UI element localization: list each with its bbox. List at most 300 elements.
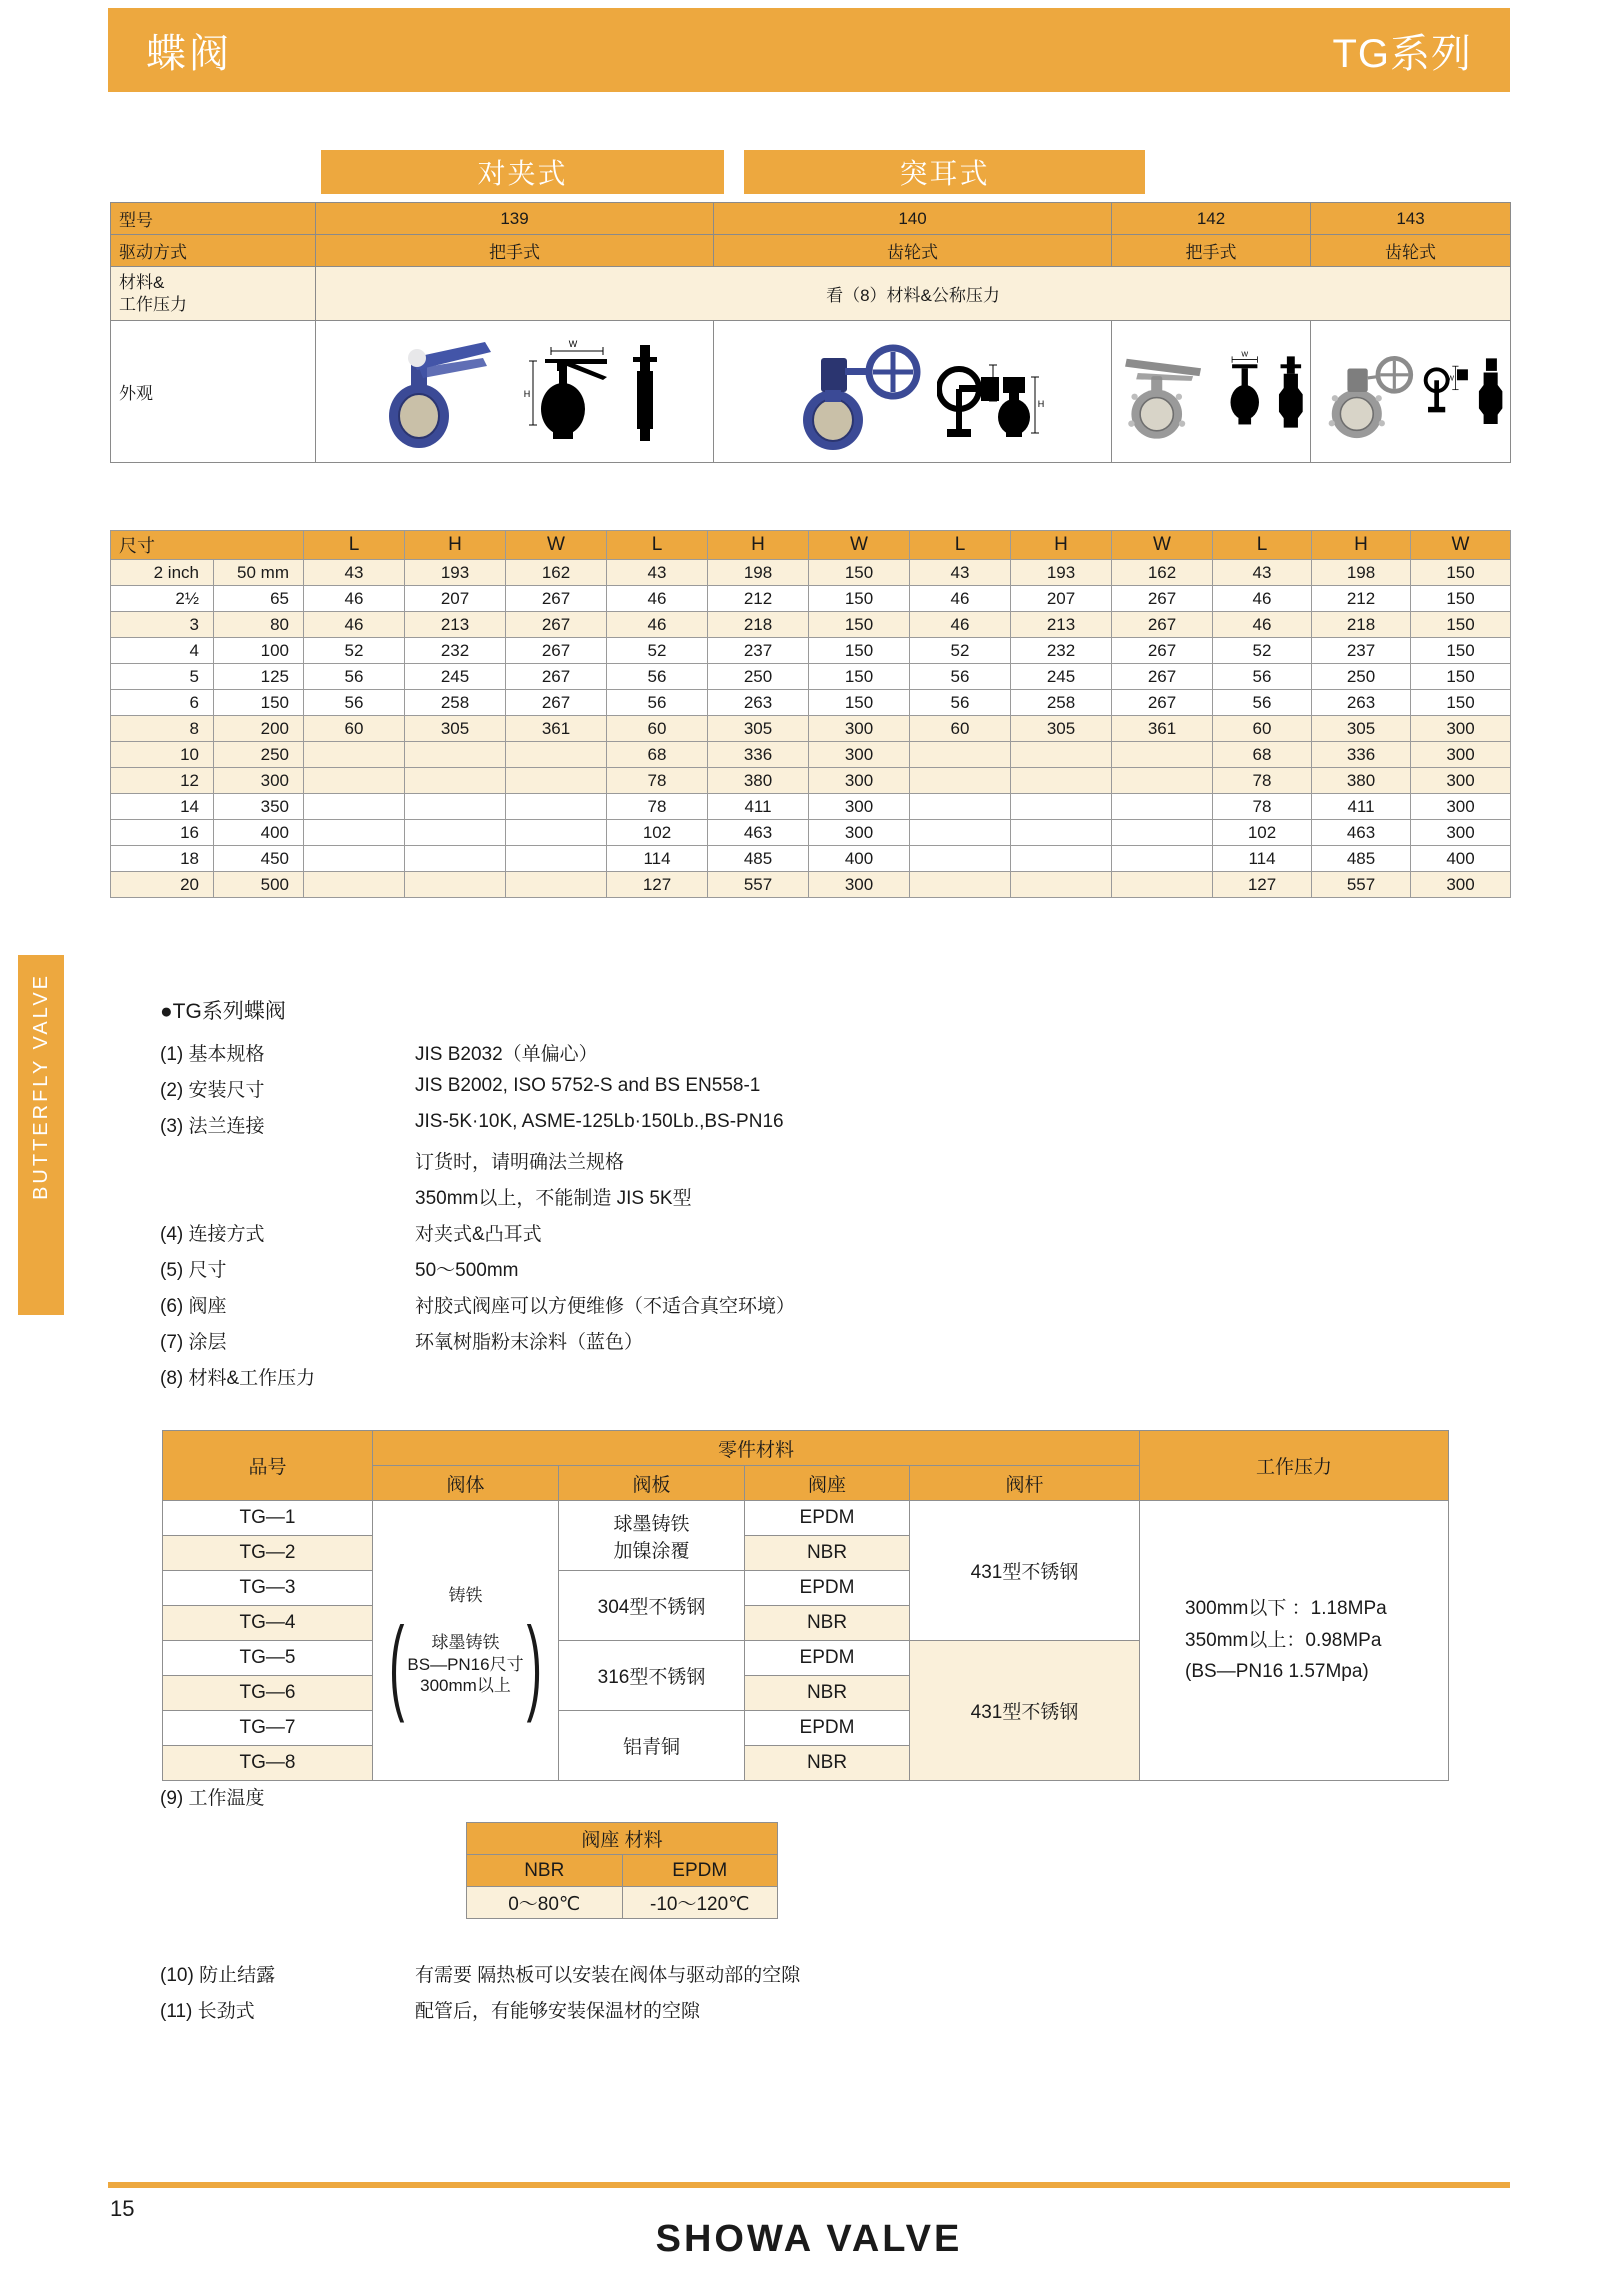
dim-value <box>506 872 607 898</box>
dim-value: 102 <box>1213 820 1312 846</box>
side-tab-label: BUTTERFLY VALVE <box>30 973 52 1200</box>
brace-right: ) <box>526 1603 542 1724</box>
dim-value: 150 <box>1411 586 1511 612</box>
mat-plate-1-l1: 球墨铸铁 <box>613 1513 690 1535</box>
dim-value: 557 <box>1312 872 1411 898</box>
dim-value: 68 <box>607 742 708 768</box>
dim-value <box>506 846 607 872</box>
temp-title: 阀座 材料 <box>467 1823 778 1855</box>
spec-list-item <box>160 1219 1360 1246</box>
note-key: (11) 长劲式 <box>160 2001 255 2022</box>
dim-value: 232 <box>1011 638 1112 664</box>
dim-size-inch: 2½ <box>111 586 214 612</box>
mat-body-material <box>373 1501 559 1781</box>
mat-body-top: 铸铁 <box>448 1586 483 1605</box>
dim-value: 305 <box>1312 716 1411 742</box>
dim-value: 43 <box>304 560 405 586</box>
cell-drive-143: 齿轮式 <box>1311 235 1511 267</box>
dim-value <box>1112 872 1213 898</box>
dim-value: 46 <box>304 612 405 638</box>
specification-table <box>110 202 1511 463</box>
mat-stem-top: 431型不锈钢 <box>910 1501 1140 1641</box>
dim-size-inch: 18 <box>111 846 214 872</box>
dim-col-140-L: L <box>607 531 708 560</box>
dim-value: 305 <box>708 716 809 742</box>
svg-text:H: H <box>523 388 530 399</box>
temperature-table-wrap <box>466 1822 778 1919</box>
svg-text:W: W <box>980 376 989 387</box>
spec-list-item <box>160 1039 1360 1066</box>
spec-list-item <box>160 1255 1360 1282</box>
dim-size-mm: 150 <box>214 690 304 716</box>
mat-seat-4: NBR <box>745 1606 910 1641</box>
mat-code-4: TG—4 <box>163 1606 373 1641</box>
dim-value: 56 <box>910 690 1011 716</box>
dim-value <box>1011 846 1112 872</box>
page-number: 15 <box>110 2196 135 2221</box>
temp-value-epdm: -10～120℃ <box>622 1887 778 1919</box>
dim-value: 300 <box>1411 768 1511 794</box>
dim-value <box>1011 820 1112 846</box>
mat-col-parts: 零件材料 <box>373 1431 1140 1466</box>
mat-sub-plate: 阀板 <box>559 1466 745 1501</box>
dim-value: 78 <box>607 794 708 820</box>
dim-value: 150 <box>809 612 910 638</box>
note-item <box>160 1960 1360 1987</box>
dim-size-mm: 300 <box>214 768 304 794</box>
dim-size-inch: 16 <box>111 820 214 846</box>
mat-code-7: TG—7 <box>163 1711 373 1746</box>
dim-value <box>910 820 1011 846</box>
dim-value: 150 <box>809 690 910 716</box>
temp-title-row <box>467 1823 778 1855</box>
dim-value <box>405 820 506 846</box>
type-banners <box>108 150 1510 194</box>
cell-model-143: 143 <box>1311 203 1511 235</box>
dim-value: 463 <box>1312 820 1411 846</box>
dim-value <box>910 768 1011 794</box>
mat-seat-1: EPDM <box>745 1501 910 1536</box>
dim-size-mm: 250 <box>214 742 304 768</box>
row-label-model: 型号 <box>111 203 316 235</box>
dim-value: 46 <box>1213 586 1312 612</box>
cell-appearance-142 <box>1112 321 1311 463</box>
dim-value: 267 <box>506 638 607 664</box>
spec-item-key: (3) 法兰连接 <box>160 1116 265 1137</box>
spec-item-value: 对夹式&凸耳式 <box>415 1224 542 1245</box>
table-row-material <box>111 267 1511 321</box>
mat-seat-6: NBR <box>745 1676 910 1711</box>
dim-value: 150 <box>1411 690 1511 716</box>
dim-value: 267 <box>506 690 607 716</box>
dim-value: 68 <box>1213 742 1312 768</box>
mat-plate-2: 304型不锈钢 <box>559 1571 745 1641</box>
dim-value: 411 <box>708 794 809 820</box>
dim-value: 78 <box>1213 794 1312 820</box>
table-row <box>111 846 1511 872</box>
dim-value: 300 <box>809 794 910 820</box>
dim-col-140-H: H <box>708 531 809 560</box>
cell-drive-142: 把手式 <box>1112 235 1311 267</box>
dim-value: 56 <box>304 664 405 690</box>
dim-value <box>910 872 1011 898</box>
spec-list-heading: ●TG系列蝶阀 <box>160 1000 286 1023</box>
dim-value: 150 <box>809 638 910 664</box>
dim-value: 162 <box>506 560 607 586</box>
dim-size-inch: 2 inch <box>111 560 214 586</box>
dim-col-142-W: W <box>1112 531 1213 560</box>
dim-header-row <box>111 531 1511 560</box>
dim-value <box>304 872 405 898</box>
spec-list-item <box>160 1111 1360 1138</box>
cell-model-139: 139 <box>316 203 714 235</box>
table-row <box>111 872 1511 898</box>
dim-value: 336 <box>1312 742 1411 768</box>
specification-list <box>160 995 1360 1399</box>
temp-value-row <box>467 1887 778 1919</box>
note-value: 配管后，有能够安装保温材的空隙 <box>415 2001 701 2022</box>
banner-wafer-type: 对夹式 <box>321 150 724 194</box>
mat-col-pressure: 工作压力 <box>1140 1431 1449 1501</box>
dim-size-inch: 5 <box>111 664 214 690</box>
table-row <box>111 560 1511 586</box>
dim-size-inch: 8 <box>111 716 214 742</box>
mat-sub-stem: 阀杆 <box>910 1466 1140 1501</box>
dim-value <box>910 846 1011 872</box>
dim-value: 212 <box>1312 586 1411 612</box>
dim-size-inch: 12 <box>111 768 214 794</box>
dim-size-inch: 14 <box>111 794 214 820</box>
dim-size-mm: 450 <box>214 846 304 872</box>
dim-value <box>405 768 506 794</box>
dim-size-mm: 80 <box>214 612 304 638</box>
mat-plate-3: 316型不锈钢 <box>559 1641 745 1711</box>
dim-value: 52 <box>1213 638 1312 664</box>
dim-value: 46 <box>910 586 1011 612</box>
dim-value: 400 <box>1411 846 1511 872</box>
dim-value: 56 <box>607 690 708 716</box>
page-title: 蝶阀 <box>146 31 232 76</box>
dim-value: 150 <box>1411 664 1511 690</box>
table-row <box>111 612 1511 638</box>
svg-text:H: H <box>1037 398 1044 409</box>
temperature-caption: (9) 工作温度 <box>160 1788 265 1809</box>
dim-size-inch: 3 <box>111 612 214 638</box>
page-header <box>108 8 1510 92</box>
dim-col-142-H: H <box>1011 531 1112 560</box>
dim-size-mm: 65 <box>214 586 304 612</box>
spec-item-key: (7) 涂层 <box>160 1332 227 1353</box>
dim-value: 400 <box>809 846 910 872</box>
note-value: 有需要 隔热板可以安装在阀体与驱动部的空隙 <box>415 1965 801 1986</box>
dim-value: 60 <box>304 716 405 742</box>
dim-value <box>1112 768 1213 794</box>
row-label-drive: 驱动方式 <box>111 235 316 267</box>
dim-col-143-L: L <box>1213 531 1312 560</box>
cell-appearance-143 <box>1311 321 1511 463</box>
material-label-line1: 材料& <box>119 273 165 293</box>
dim-value: 267 <box>1112 638 1213 664</box>
valve-photo-142-handle-lug <box>1114 325 1308 459</box>
dim-value: 150 <box>809 664 910 690</box>
dim-value: 300 <box>809 820 910 846</box>
dim-value <box>304 794 405 820</box>
dim-value: 218 <box>1312 612 1411 638</box>
dim-value <box>910 742 1011 768</box>
temp-value-nbr: 0～80℃ <box>467 1887 623 1919</box>
dim-value: 46 <box>910 612 1011 638</box>
dim-value: 463 <box>708 820 809 846</box>
dim-value: 336 <box>708 742 809 768</box>
dim-size-mm: 50 mm <box>214 560 304 586</box>
dim-value: 56 <box>304 690 405 716</box>
row-label-material <box>111 267 316 321</box>
dim-value: 245 <box>405 664 506 690</box>
dim-value: 43 <box>1213 560 1312 586</box>
dim-size-mm: 500 <box>214 872 304 898</box>
dim-value: 207 <box>405 586 506 612</box>
dim-value: 56 <box>607 664 708 690</box>
footer-brand: SHOWA VALVE <box>655 2218 963 2260</box>
table-row-model <box>111 203 1511 235</box>
spec-list-item <box>160 1075 1360 1102</box>
banner-lug-type: 突耳式 <box>744 150 1145 194</box>
dim-value: 52 <box>910 638 1011 664</box>
spec-item-value: 环氧树脂粉末涂料（蓝色） <box>415 1332 644 1353</box>
dim-value: 46 <box>304 586 405 612</box>
mat-stem-bottom: 431型不锈钢 <box>910 1641 1140 1781</box>
dim-value: 218 <box>708 612 809 638</box>
dim-value: 300 <box>1411 742 1511 768</box>
cell-appearance-140 <box>714 321 1112 463</box>
dim-value: 250 <box>1312 664 1411 690</box>
dim-value <box>1112 846 1213 872</box>
mat-seat-5: EPDM <box>745 1641 910 1676</box>
dim-value: 56 <box>1213 664 1312 690</box>
table-row <box>111 820 1511 846</box>
dim-value: 78 <box>1213 768 1312 794</box>
dim-value: 212 <box>708 586 809 612</box>
dim-value: 267 <box>1112 690 1213 716</box>
mat-code-5: TG—5 <box>163 1641 373 1676</box>
dim-value: 300 <box>809 872 910 898</box>
dim-value: 300 <box>1411 794 1511 820</box>
mat-pressure-cell <box>1140 1501 1449 1781</box>
dim-value: 380 <box>708 768 809 794</box>
spec-item-key: (6) 阀座 <box>160 1296 227 1317</box>
row-label-appearance: 外观 <box>111 321 316 463</box>
spec-list-item <box>160 1327 1360 1354</box>
mat-body-bottom-l3: 300mm以上 <box>420 1675 511 1695</box>
dim-value <box>405 872 506 898</box>
table-row <box>111 690 1511 716</box>
dim-value: 305 <box>1011 716 1112 742</box>
footer-divider <box>108 2182 1510 2188</box>
dim-value: 43 <box>607 560 708 586</box>
dim-size-mm: 400 <box>214 820 304 846</box>
mat-body-bottom-l2: BS—PN16尺寸 <box>407 1654 524 1674</box>
dim-header-label: 尺寸 <box>111 531 304 560</box>
spec-item-key: (4) 连接方式 <box>160 1224 265 1245</box>
mat-body-bottom-l1: 球墨铸铁 <box>431 1633 500 1653</box>
spec-item-key: (1) 基本规格 <box>160 1044 265 1065</box>
temp-header-nbr: NBR <box>467 1855 623 1887</box>
mat-seat-8: NBR <box>745 1746 910 1781</box>
mat-col-product: 品号 <box>163 1431 373 1501</box>
dim-table-body <box>111 560 1511 898</box>
dim-value: 485 <box>708 846 809 872</box>
mat-pressure-l1: 300mm以下 ：1.18MPa <box>1185 1598 1387 1620</box>
dim-value: 150 <box>809 560 910 586</box>
dim-value: 60 <box>607 716 708 742</box>
dim-size-mm: 100 <box>214 638 304 664</box>
dim-value: 150 <box>809 586 910 612</box>
dim-value <box>1112 794 1213 820</box>
table-row <box>111 716 1511 742</box>
dim-value: 193 <box>405 560 506 586</box>
dim-value: 150 <box>1411 612 1511 638</box>
mat-seat-3: EPDM <box>745 1571 910 1606</box>
dim-value: 46 <box>1213 612 1312 638</box>
dim-value: 267 <box>1112 586 1213 612</box>
dim-value <box>1011 872 1112 898</box>
dim-value: 258 <box>1011 690 1112 716</box>
dim-value: 213 <box>1011 612 1112 638</box>
cell-model-142: 142 <box>1112 203 1311 235</box>
dim-col-143-H: H <box>1312 531 1411 560</box>
mat-header-row-1 <box>163 1431 1449 1466</box>
mat-pressure-l2: 350mm以上：0.98MPa <box>1185 1629 1382 1651</box>
table-row <box>111 638 1511 664</box>
mat-code-8: TG—8 <box>163 1746 373 1781</box>
dim-value: 237 <box>708 638 809 664</box>
dim-value <box>1011 768 1112 794</box>
spec-item-value: 350mm以上，不能制造 JIS 5K型 <box>415 1188 692 1209</box>
mat-code-6: TG—6 <box>163 1676 373 1711</box>
spec-item-value: JIS B2032（单偏心） <box>415 1044 598 1065</box>
dim-value: 557 <box>708 872 809 898</box>
table-row <box>163 1501 1449 1536</box>
mat-code-3: TG—3 <box>163 1571 373 1606</box>
dim-value: 380 <box>1312 768 1411 794</box>
dim-value: 102 <box>607 820 708 846</box>
dim-value: 361 <box>506 716 607 742</box>
table-row <box>111 586 1511 612</box>
dim-value: 267 <box>506 612 607 638</box>
dim-value <box>405 846 506 872</box>
cell-appearance-139 <box>316 321 714 463</box>
dim-value: 52 <box>304 638 405 664</box>
dim-col-139-W: W <box>506 531 607 560</box>
dim-value: 300 <box>809 742 910 768</box>
mat-sub-seat: 阀座 <box>745 1466 910 1501</box>
dim-value <box>1112 742 1213 768</box>
dim-value: 43 <box>910 560 1011 586</box>
brace-left: ( <box>389 1603 405 1724</box>
dim-value <box>506 820 607 846</box>
svg-text:W: W <box>568 338 577 349</box>
mat-code-2: TG—2 <box>163 1536 373 1571</box>
dim-value <box>1011 742 1112 768</box>
temp-header-epdm: EPDM <box>622 1855 778 1887</box>
dim-value: 52 <box>607 638 708 664</box>
temperature-table <box>466 1822 778 1919</box>
spec-item-value: 衬胶式阀座可以方便维修（不适合真空环境） <box>415 1296 796 1317</box>
dim-value <box>506 794 607 820</box>
dim-size-mm: 350 <box>214 794 304 820</box>
mat-sub-body: 阀体 <box>373 1466 559 1501</box>
spec-list-item <box>160 1291 1360 1318</box>
dim-value: 263 <box>1312 690 1411 716</box>
spec-item-key: (8) 材料&工作压力 <box>160 1368 316 1389</box>
spec-item-value: 订货时，请明确法兰规格 <box>415 1152 625 1173</box>
spec-list-item <box>160 1183 1360 1210</box>
dim-value: 193 <box>1011 560 1112 586</box>
spec-item-key: (2) 安装尺寸 <box>160 1080 265 1101</box>
dim-size-mm: 125 <box>214 664 304 690</box>
dim-col-139-L: L <box>304 531 405 560</box>
dim-value: 46 <box>607 586 708 612</box>
dim-value: 213 <box>405 612 506 638</box>
dimension-table <box>110 530 1511 898</box>
dim-value: 237 <box>1312 638 1411 664</box>
dim-value: 60 <box>910 716 1011 742</box>
table-row <box>111 742 1511 768</box>
dim-value: 46 <box>607 612 708 638</box>
dim-value: 114 <box>607 846 708 872</box>
dim-value: 198 <box>708 560 809 586</box>
dim-value <box>304 742 405 768</box>
spec-list-item <box>160 1363 1360 1390</box>
mat-pressure-l3: (BS—PN16 1.57Mpa) <box>1185 1661 1369 1683</box>
dim-value: 162 <box>1112 560 1213 586</box>
table-row-drive <box>111 235 1511 267</box>
spec-item-value <box>415 1363 1360 1390</box>
dim-value: 300 <box>1411 820 1511 846</box>
dim-size-inch: 20 <box>111 872 214 898</box>
dim-value: 56 <box>1213 690 1312 716</box>
dim-value: 485 <box>1312 846 1411 872</box>
series-label: TG系列 <box>1332 31 1472 76</box>
dim-value: 361 <box>1112 716 1213 742</box>
material-pressure-table <box>162 1430 1449 1781</box>
spec-item-value: 50～500mm <box>415 1260 519 1281</box>
dim-value: 56 <box>910 664 1011 690</box>
dim-value: 305 <box>405 716 506 742</box>
dim-value: 300 <box>1411 716 1511 742</box>
table-row <box>111 768 1511 794</box>
mat-seat-2: NBR <box>745 1536 910 1571</box>
spec-item-value: JIS-5K·10K, ASME-125Lb·150Lb.,BS-PN16 <box>415 1111 784 1132</box>
dim-value: 198 <box>1312 560 1411 586</box>
dim-value: 150 <box>1411 638 1511 664</box>
dim-value: 127 <box>607 872 708 898</box>
valve-photo-143-gear-lug <box>1313 325 1508 459</box>
spec-list-item <box>160 1147 1360 1174</box>
dim-size-inch: 10 <box>111 742 214 768</box>
dim-value <box>910 794 1011 820</box>
spec-item-value: JIS B2002, ISO 5752-S and BS EN558-1 <box>415 1075 761 1096</box>
dim-value: 300 <box>809 768 910 794</box>
dim-value <box>405 794 506 820</box>
svg-text:W: W <box>1241 349 1249 358</box>
valve-photo-139-handle-wafer <box>318 325 711 459</box>
mat-plate-4: 铝青铜 <box>559 1711 745 1781</box>
dim-value <box>304 846 405 872</box>
dim-value: 250 <box>708 664 809 690</box>
spec-list-rows <box>160 1039 1360 1390</box>
dim-col-140-W: W <box>809 531 910 560</box>
